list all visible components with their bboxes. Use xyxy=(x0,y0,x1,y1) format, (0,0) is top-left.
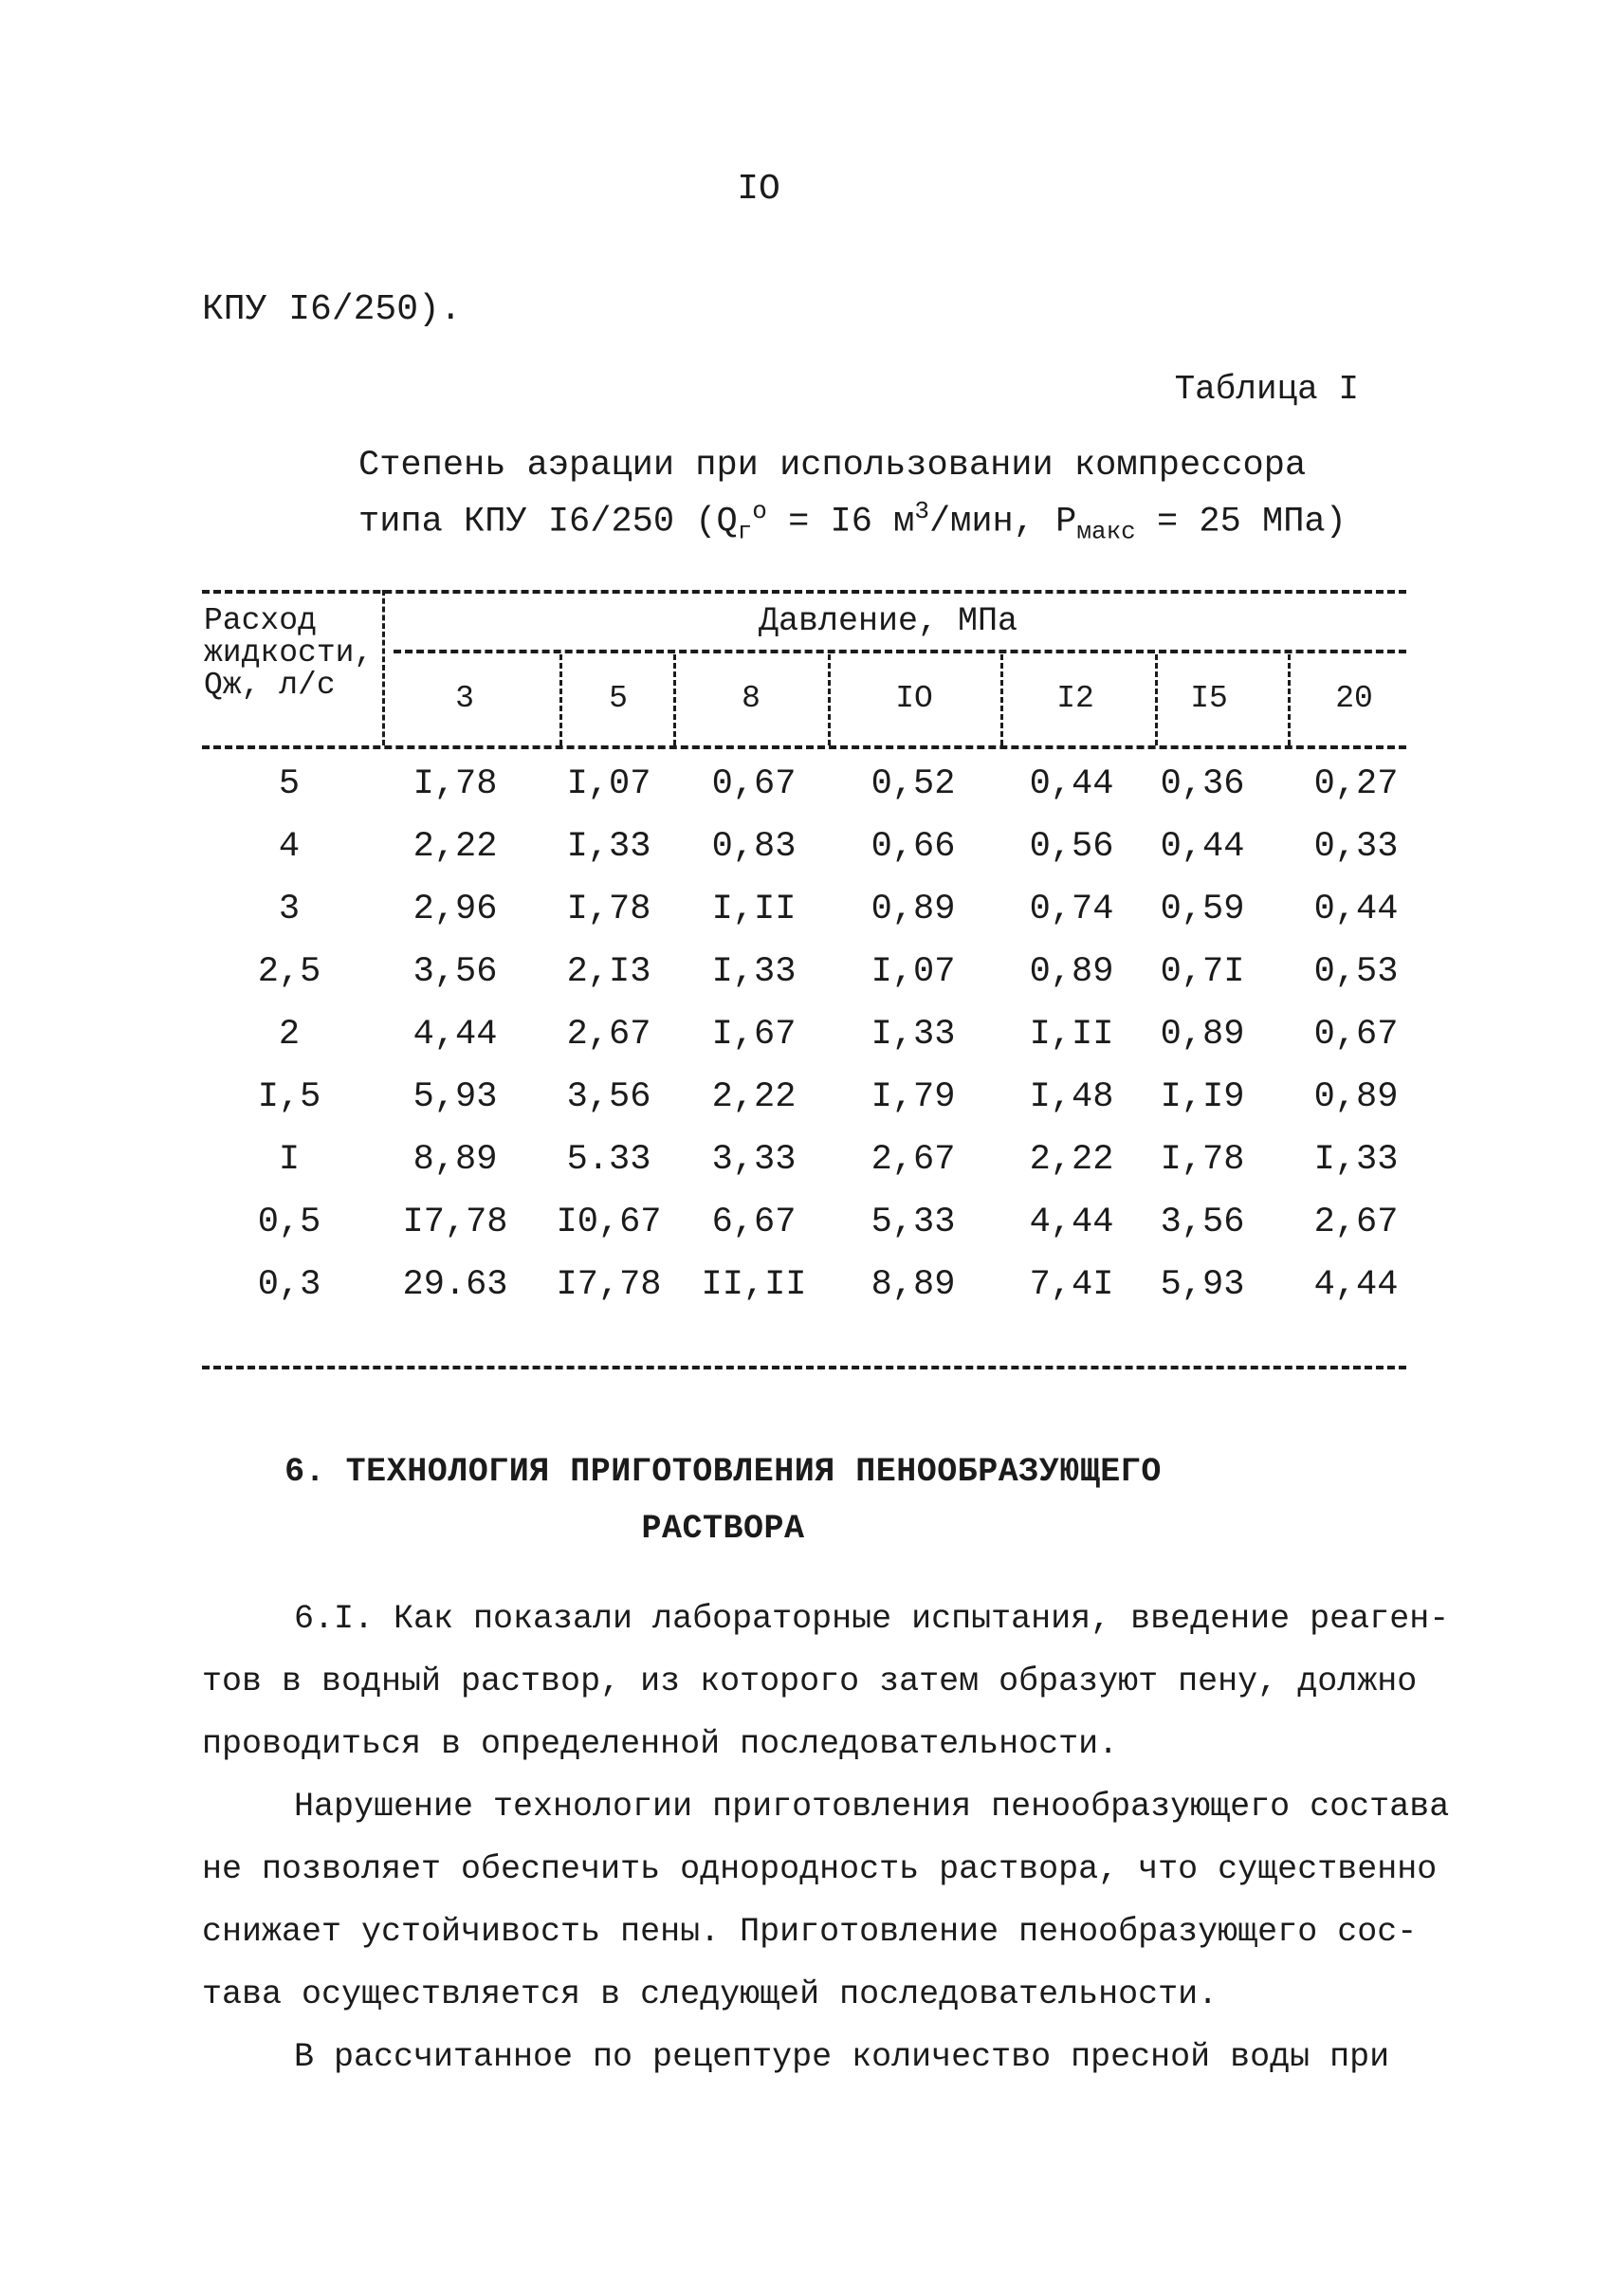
aeration-value-cell: 2,22 xyxy=(412,827,498,867)
caption-sup: o xyxy=(752,497,767,525)
table-caption-line2 xyxy=(358,497,1347,546)
aeration-value-cell: 3,33 xyxy=(711,1140,797,1180)
column-header: IO xyxy=(895,681,933,716)
table-vertical-rule xyxy=(1155,654,1158,745)
aeration-value-cell: I,33 xyxy=(566,827,651,867)
table-vertical-rule xyxy=(559,654,562,745)
aeration-value-cell: 29.63 xyxy=(402,1265,508,1305)
aeration-value-cell: 4,44 xyxy=(1313,1265,1399,1305)
aeration-value-cell: 0,59 xyxy=(1160,890,1245,929)
table-bottom-rule xyxy=(202,1366,1406,1369)
paragraph-line: снижает устойчивость пены. Приготовление пенообразующего сос- xyxy=(202,1913,1418,1951)
aeration-value-cell: 0,83 xyxy=(711,827,797,867)
aeration-value-cell: 2,67 xyxy=(871,1140,956,1180)
aeration-value-cell: I,II xyxy=(711,890,797,929)
column-header: I2 xyxy=(1056,681,1094,716)
table-group-rule xyxy=(394,650,1406,653)
caption-part: = 25 МПа) xyxy=(1135,502,1347,542)
aeration-value-cell: I,07 xyxy=(871,952,956,992)
aeration-value-cell: I,33 xyxy=(711,952,797,992)
aeration-value-cell: 5,93 xyxy=(1160,1265,1245,1305)
aeration-value-cell: 5,93 xyxy=(412,1077,498,1117)
aeration-value-cell: I,79 xyxy=(871,1077,956,1117)
aeration-value-cell: 0,67 xyxy=(711,764,797,804)
aeration-value-cell: 0,36 xyxy=(1160,764,1245,804)
aeration-value-cell: I,II xyxy=(1029,1015,1114,1055)
flow-rate-cell: 4 xyxy=(278,827,301,867)
table-row xyxy=(0,1077,1613,1134)
row-header-line: Qж, л/с xyxy=(204,668,336,703)
continued-text: КПУ I6/250). xyxy=(202,289,462,330)
column-header: 20 xyxy=(1335,681,1373,716)
table-row xyxy=(0,827,1613,884)
aeration-value-cell: 5.33 xyxy=(566,1140,651,1180)
caption-sub: г xyxy=(737,517,753,546)
table-vertical-rule xyxy=(1288,654,1291,745)
pressure-group-header: Давление, МПа xyxy=(759,602,1018,640)
flow-rate-cell: 2,5 xyxy=(257,952,321,992)
page-number: IO xyxy=(737,169,780,210)
aeration-value-cell: I,78 xyxy=(566,890,651,929)
caption-sup: 3 xyxy=(914,497,929,525)
table-header-bottom-rule xyxy=(202,745,1406,749)
table-vertical-rule xyxy=(382,590,385,745)
aeration-value-cell: I,78 xyxy=(1160,1140,1245,1180)
caption-part: = I6 м xyxy=(766,502,915,542)
table-vertical-rule xyxy=(1000,654,1003,745)
aeration-value-cell: 2,I3 xyxy=(566,952,651,992)
table-row xyxy=(0,1140,1613,1197)
aeration-value-cell: 0,66 xyxy=(871,827,956,867)
paragraph-line: Нарушение технологии приготовления пенообразующего состава xyxy=(294,1788,1450,1826)
aeration-value-cell: 0,89 xyxy=(871,890,956,929)
table-row xyxy=(0,1015,1613,1072)
table-row xyxy=(0,1265,1613,1322)
paragraph-line: тов в водный раствор, из которого затем образуют пену, должно xyxy=(202,1662,1418,1700)
table-row xyxy=(0,764,1613,821)
aeration-value-cell: I7,78 xyxy=(556,1265,662,1305)
aeration-value-cell: 2,67 xyxy=(1313,1203,1399,1242)
aeration-value-cell: I,07 xyxy=(566,764,651,804)
aeration-value-cell: 2,22 xyxy=(711,1077,797,1117)
aeration-value-cell: 7,4I xyxy=(1029,1265,1114,1305)
paragraph-line: В рассчитанное по рецептуре количество пресной воды при xyxy=(294,2038,1390,2076)
aeration-value-cell: I,33 xyxy=(1313,1140,1399,1180)
aeration-value-cell: 3,56 xyxy=(1160,1203,1245,1242)
aeration-value-cell: 2,67 xyxy=(566,1015,651,1055)
aeration-value-cell: 0,44 xyxy=(1029,764,1114,804)
table-vertical-rule xyxy=(828,654,831,745)
column-header: 8 xyxy=(742,681,761,716)
aeration-value-cell: 0,7I xyxy=(1160,952,1245,992)
aeration-value-cell: I,78 xyxy=(412,764,498,804)
paragraph-line: проводиться в определенной последовательности. xyxy=(202,1725,1119,1763)
aeration-value-cell: 0,89 xyxy=(1160,1015,1245,1055)
aeration-value-cell: 0,44 xyxy=(1160,827,1245,867)
aeration-value-cell: 0,27 xyxy=(1313,764,1399,804)
aeration-value-cell: I0,67 xyxy=(556,1203,662,1242)
caption-part: /мин, P xyxy=(928,502,1077,542)
aeration-value-cell: I,48 xyxy=(1029,1077,1114,1117)
aeration-value-cell: II,II xyxy=(701,1265,807,1305)
table-vertical-rule xyxy=(673,654,676,745)
aeration-value-cell: 0,53 xyxy=(1313,952,1399,992)
aeration-value-cell: 0,44 xyxy=(1313,890,1399,929)
aeration-value-cell: 8,89 xyxy=(412,1140,498,1180)
column-header: 5 xyxy=(609,681,628,716)
aeration-value-cell: 0,52 xyxy=(871,764,956,804)
aeration-value-cell: I,I9 xyxy=(1160,1077,1245,1117)
paragraph-line: не позволяет обеспечить однородность раствора, что существенно xyxy=(202,1850,1438,1888)
aeration-value-cell: 4,44 xyxy=(1029,1203,1114,1242)
aeration-value-cell: 8,89 xyxy=(871,1265,956,1305)
aeration-value-cell: 2,22 xyxy=(1029,1140,1114,1180)
aeration-value-cell: 3,56 xyxy=(566,1077,651,1117)
aeration-value-cell: 0,89 xyxy=(1029,952,1114,992)
flow-rate-cell: 0,5 xyxy=(257,1203,321,1242)
section-title-line2: РАСТВОРА xyxy=(641,1510,805,1548)
table-caption-line1: Степень аэрации при использовании компрессора xyxy=(358,446,1307,486)
aeration-value-cell: 4,44 xyxy=(412,1015,498,1055)
flow-rate-cell: 2 xyxy=(278,1015,301,1055)
aeration-value-cell: 0,74 xyxy=(1029,890,1114,929)
flow-rate-cell: I,5 xyxy=(257,1077,321,1117)
table-label: Таблица I xyxy=(1174,370,1359,409)
aeration-value-cell: I,33 xyxy=(871,1015,956,1055)
aeration-value-cell: 5,33 xyxy=(871,1203,956,1242)
paragraph-line: 6.I. Как показали лабораторные испытания, введение реаген- xyxy=(294,1600,1450,1638)
table-row xyxy=(0,1203,1613,1259)
row-header-line: жидкости, xyxy=(204,635,374,670)
flow-rate-cell: 0,3 xyxy=(257,1265,321,1305)
aeration-value-cell: 3,56 xyxy=(412,952,498,992)
column-header: 3 xyxy=(455,681,474,716)
section-title-line1: 6. ТЕХНОЛОГИЯ ПРИГОТОВЛЕНИЯ ПЕНООБРАЗУЮЩЕГО xyxy=(284,1453,1162,1491)
table-row xyxy=(0,890,1613,946)
aeration-value-cell: 0,67 xyxy=(1313,1015,1399,1055)
aeration-value-cell: 0,56 xyxy=(1029,827,1114,867)
flow-rate-cell: 3 xyxy=(278,890,301,929)
aeration-value-cell: 6,67 xyxy=(711,1203,797,1242)
paragraph-line: тава осуществляется в следующей последовательности. xyxy=(202,1975,1219,2013)
aeration-value-cell: 2,96 xyxy=(412,890,498,929)
column-header: I5 xyxy=(1190,681,1228,716)
flow-rate-cell: 5 xyxy=(278,764,301,804)
row-header-line: Расход xyxy=(204,603,317,638)
flow-rate-cell: I xyxy=(278,1140,301,1180)
aeration-value-cell: 0,89 xyxy=(1313,1077,1399,1117)
caption-sub: макс xyxy=(1076,517,1136,546)
aeration-value-cell: 0,33 xyxy=(1313,827,1399,867)
aeration-value-cell: I,67 xyxy=(711,1015,797,1055)
caption-part: типа КПУ I6/250 (Q xyxy=(358,502,738,542)
aeration-value-cell: I7,78 xyxy=(402,1203,508,1242)
table-row xyxy=(0,952,1613,1009)
